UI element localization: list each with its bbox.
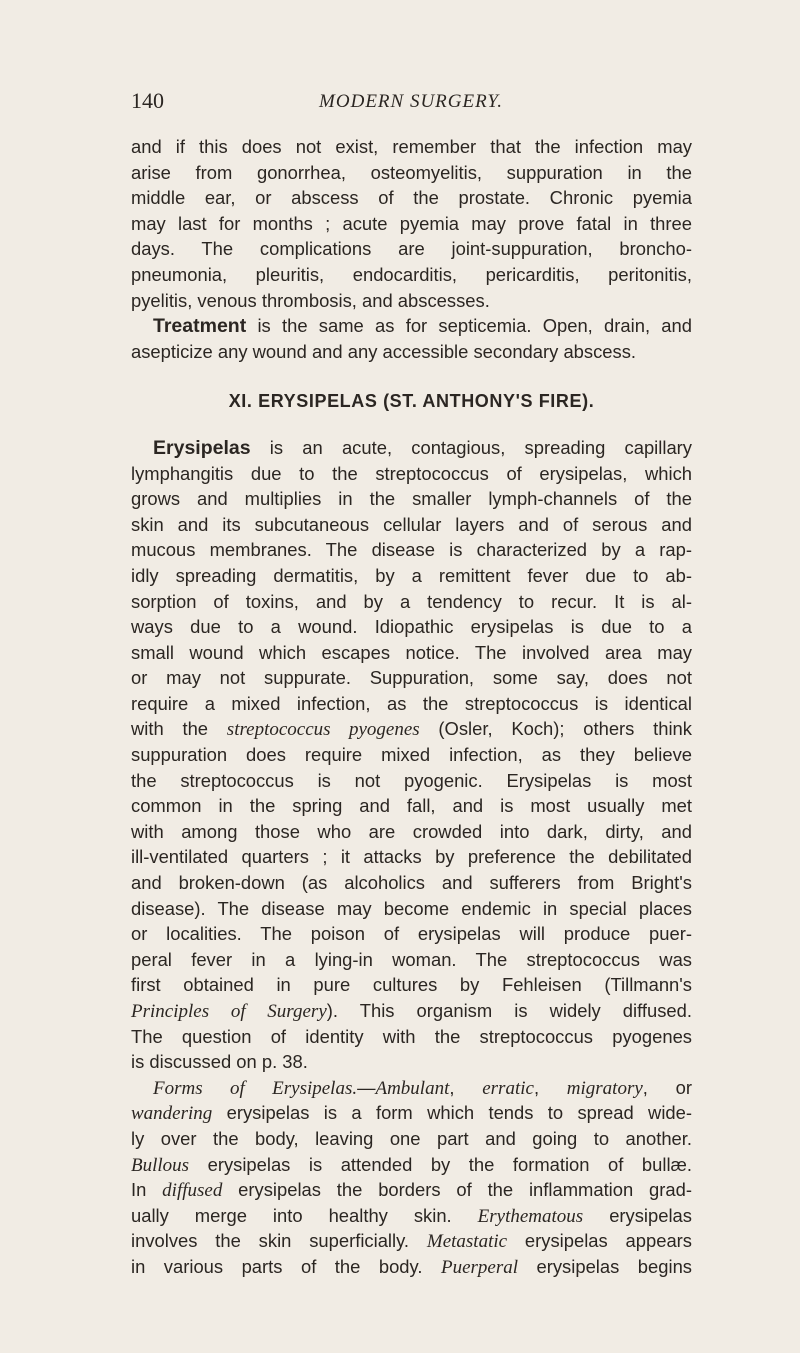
text-line: is discussed on p. 38.: [131, 1051, 308, 1073]
term-erratic: erratic: [482, 1077, 534, 1099]
running-title: MODERN SURGERY.: [319, 91, 503, 112]
term-bullous: Bullous: [131, 1154, 190, 1176]
text-line: [131, 1100, 692, 1126]
text-line: asepticize any wound and any accessible secondary abscess.: [131, 340, 637, 362]
text-fragment: erysipelas begins: [518, 1255, 692, 1277]
text-line: ly over the body, leaving one part and going to another.: [131, 1127, 692, 1149]
text-fragment: ually merge into healthy skin.: [131, 1204, 478, 1226]
treatment-keyword: Treatment: [153, 315, 247, 338]
species-name: streptococcus pyogenes: [226, 719, 420, 741]
text-fragment: erysipelas the borders of the inflammation grad-: [222, 1179, 692, 1201]
term-metastatic: Metastatic: [426, 1231, 508, 1253]
term-erythematous: Erythematous: [477, 1205, 584, 1227]
text-line: common in the spring and fall, and is most usually met: [131, 795, 692, 817]
text-fragment: ,: [449, 1076, 483, 1098]
text-fragment: , or: [642, 1076, 692, 1098]
text-line: suppuration does require mixed infection, as they believe: [131, 744, 692, 766]
page-header: [131, 88, 691, 118]
text-fragment: with the: [131, 718, 227, 740]
forms-title: Forms of Erysipelas.: [153, 1077, 358, 1099]
text-fragment: (Osler, Koch); others think: [419, 718, 692, 740]
text-line: or may not suppurate. Suppuration, some say, does not: [131, 667, 692, 689]
text-line: require a mixed infection, as the streptococcus is identical: [131, 692, 692, 714]
text-fragment: ). This organism is widely diffused.: [326, 1000, 693, 1021]
text-fragment: involves the skin superficially.: [131, 1230, 427, 1252]
book-reference: Principles of Surgery: [131, 1001, 327, 1022]
text-line: first obtained in pure cultures by Fehleisen (Tillmann's: [131, 974, 692, 996]
text-line: days. The complications are joint-suppuration, broncho-: [131, 238, 692, 260]
text-line: middle ear, or abscess of the prostate. Chronic pyemia: [131, 187, 692, 209]
term-diffused: diffused: [162, 1180, 223, 1202]
text-fragment: In: [131, 1179, 163, 1201]
text-line: [131, 1152, 692, 1178]
text-line: The question of identity with the streptococcus pyogenes: [131, 1025, 692, 1047]
text-fragment: ,: [533, 1076, 567, 1098]
text-line: peral fever in a lying-in woman. The streptococcus was: [131, 948, 692, 970]
text-fragment: in various parts of the body.: [131, 1255, 441, 1277]
erysipelas-text: is an acute, contagious, spreading capillary: [250, 436, 692, 458]
page-number: 140: [131, 88, 164, 113]
text-line: lymphangitis due to the streptococcus of erysipelas, which: [131, 462, 692, 484]
term-migratory: migratory: [566, 1077, 643, 1099]
text-line: small wound which escapes notice. The involved area may: [131, 641, 692, 663]
text-line: grows and multiplies in the smaller lymph-channels of the: [131, 488, 692, 510]
text-line: [131, 998, 692, 1024]
text-line: [131, 1254, 692, 1280]
term-wandering: wandering: [131, 1103, 213, 1125]
text-line: [131, 1203, 692, 1229]
text-line: may last for months ; acute pyemia may prove fatal in three: [131, 212, 692, 234]
text-line: [131, 1177, 692, 1203]
text-line: and broken-down (as alcoholics and sufferers from Bright's: [131, 872, 692, 894]
text-line: or localities. The poison of erysipelas will produce puer-: [131, 923, 692, 945]
text-fragment: erysipelas appears: [507, 1230, 692, 1252]
erysipelas-first-line: [131, 435, 692, 461]
text-fragment: —: [357, 1076, 376, 1098]
text-line: and if this does not exist, remember that the infection may: [131, 136, 692, 157]
text-fragment: erysipelas is attended by the formation of bullæ.: [189, 1153, 692, 1175]
text-line: pneumonia, pleuritis, endocarditis, pericarditis, peritonitis,: [131, 263, 692, 285]
text-line: the streptococcus is not pyogenic. Erysipelas is most: [131, 769, 692, 791]
text-line: idly spreading dermatitis, by a remittent fever due to ab-: [131, 564, 692, 586]
text-line: mucous membranes. The disease is characterized by a rap-: [131, 539, 692, 561]
text-line: skin and its subcutaneous cellular layers and of serous and: [131, 513, 692, 535]
text-line: disease). The disease may become endemic in special places: [131, 897, 692, 919]
page-body: [131, 134, 692, 1280]
term-ambulant: Ambulant: [375, 1077, 450, 1099]
text-line: pyelitis, venous thrombosis, and abscesses.: [131, 289, 490, 311]
forms-first-line: [131, 1075, 692, 1101]
text-line: arise from gonorrhea, osteomyelitis, suppuration in the: [131, 161, 692, 183]
treatment-line: [131, 313, 692, 339]
text-line: ways due to a wound. Idiopathic erysipelas is due to a: [131, 616, 692, 638]
erysipelas-keyword: Erysipelas: [153, 436, 251, 459]
text-fragment: erysipelas: [583, 1204, 692, 1226]
text-line: ill-ventilated quarters ; it attacks by preference the debilitated: [131, 846, 692, 868]
text-line: [131, 1228, 692, 1254]
section-heading: XI. ERYSIPELAS (ST. ANTHONY'S FIRE).: [228, 391, 595, 412]
treatment-text: is the same as for septicemia. Open, drain, and: [246, 315, 692, 337]
term-puerperal: Puerperal: [440, 1256, 519, 1278]
text-line: [131, 716, 692, 742]
text-line: sorption of toxins, and by a tendency to recur. It is al-: [131, 590, 692, 612]
text-line: with among those who are crowded into dark, dirty, and: [131, 820, 692, 842]
text-fragment: erysipelas is a form which tends to spread wide-: [212, 1102, 692, 1124]
